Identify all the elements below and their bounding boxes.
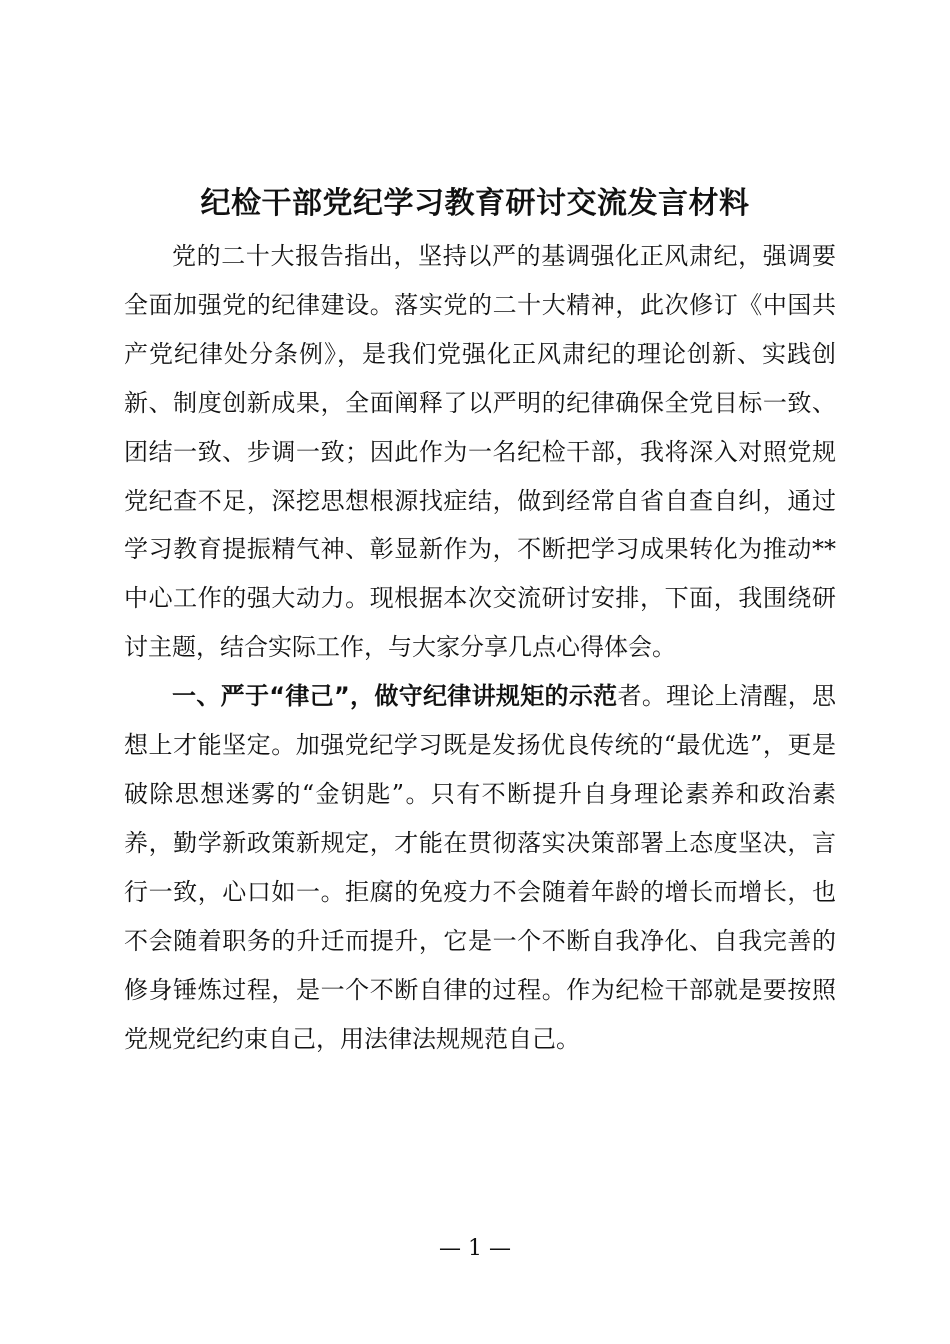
section-1-heading-tail: 者。: [617, 682, 667, 711]
section-1-heading: 一、严于“律己”，做守纪律讲规矩的示范: [172, 682, 618, 711]
document-body: [124, 232, 836, 1063]
section-1-body: 理论上清醒，思想上才能坚定。加强党纪学习既是发扬优良传统的“最优选”，更是破除思想迷雾的“金钥匙”。只有不断提升自身理论素养和政治素养，勤学新政策新规定，才能在贯彻落实决策部署上态度坚决，言行一致，心口如一。拒腐的免疫力不会随着年龄的增长而增长，也不会随着职务的升迁而提升，它是一个不断自我净化、自我完善的修身锤炼过程，是一个不断自律的过程。作为纪检干部就是要按照党规党纪约束自己，用法律法规规范自己。: [124, 682, 837, 1053]
document-title: 纪检干部党纪学习教育研讨交流发言材料: [200, 186, 750, 221]
section-1-paragraph: [124, 672, 836, 1063]
intro-paragraph: 党的二十大报告指出，坚持以严的基调强化正风肃纪，强调要全面加强党的纪律建设。落实党的二十大精神，此次修订《中国共产党纪律处分条例》，是我们党强化正风肃纪的理论创新、实践创新、制度创新成果，全面阐释了以严明的纪律确保全党目标一致、团结一致、步调一致；因此作为一名纪检干部，我将深入对照党规党纪查不足，深挖思想根源找症结，做到经常自省自查自纠，通过学习教育提振精气神、彰显新作为，不断把学习成果转化为推动**中心工作的强大动力。现根据本次交流研讨安排，下面，我围绕研讨主题，结合实际工作，与大家分享几点心得体会。: [124, 242, 836, 662]
page-number: — 1 —: [439, 1236, 511, 1261]
